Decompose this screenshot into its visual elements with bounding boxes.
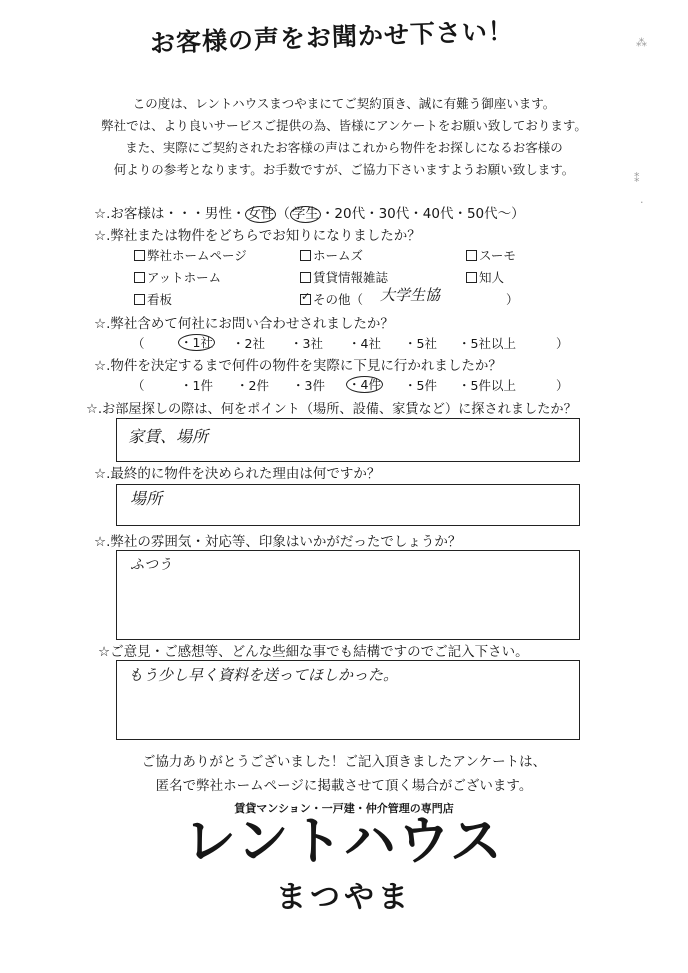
q4-question: ☆.物件を決定するまで何件の物件を実際に下見に行かれましたか？ [94,358,502,374]
intro-line-3: また、実際にご契約されたお客様の声はこれから物件をお探しになるお客様の [125,140,563,155]
checked-checkbox-icon[interactable] [300,294,311,305]
q7-handwritten-answer[interactable]: ふつう [130,557,172,573]
q3-choice-1-label: ・1社 [180,335,213,350]
q2-option-magazine[interactable] [300,268,388,286]
q4-choice-4-circled[interactable] [346,376,383,393]
q4-choice-5[interactable]: ・5件 [404,378,437,393]
q1-age-options: ・20代・30代・40代・50代～） [320,206,525,222]
q2-option-homepage-label: 弊社ホームページ [147,248,247,263]
q3-choice-3[interactable]: ・3社 [290,336,323,351]
q3-close-paren: ） [556,336,569,351]
scan-speck-icon: ⁂ [636,36,647,49]
checkbox-icon[interactable] [300,250,311,261]
q8-handwritten-answer[interactable]: もう少し早く資料を送ってほしかった。 [128,666,399,684]
intro-line-2: 弊社では、より良いサービスご提供の為、皆様にアンケートをお願い致しております。 [101,118,587,133]
q2-other-close-paren: ） [506,292,519,307]
footer-line-1: ご協力ありがとうございました！ご記入頂きましたアンケートは、 [141,754,547,770]
q2-option-signboard-label: 看板 [147,292,173,307]
q3-choice-6[interactable]: ・5社以上 [458,336,516,351]
q4-choice-1[interactable]: ・1件 [180,378,213,393]
q6-answer-box[interactable] [116,484,580,526]
checkbox-icon[interactable] [300,272,311,283]
q2-option-other-label: その他（ [313,292,364,307]
q2-other-handwritten-answer[interactable]: 大学生協 [380,286,441,304]
q2-option-signboard[interactable] [134,290,172,308]
company-logo-sub: まつやま [276,880,412,915]
q4-choice-4-label: ・4件 [348,377,381,392]
q1-female-option-circled[interactable]: 女性 [247,206,275,222]
q4-choice-3[interactable]: ・3件 [292,378,325,393]
q4-choice-2[interactable]: ・2件 [236,378,269,393]
q1-prefix: ☆.お客様は・・・男性・ [94,206,246,222]
q2-option-homes-label: ホームズ [313,248,364,263]
q7-question: ☆.弊社の雰囲気・対応等、印象はいかがだったでしょうか？ [94,534,462,550]
checkbox-icon[interactable] [466,272,477,283]
q2-option-suumo-label: スーモ [479,248,516,263]
q4-choice-6[interactable]: ・5件以上 [458,378,516,393]
q5-handwritten-answer[interactable]: 家賃、場所 [128,427,209,446]
q2-option-acquaintance[interactable] [466,268,504,286]
scan-speck-icon: · [640,196,644,209]
q4-close-paren: ） [556,378,569,393]
q2-option-other[interactable] [300,290,363,308]
q3-choice-5[interactable]: ・5社 [404,336,437,351]
q6-question: ☆.最終的に物件を決められた理由は何ですか？ [94,466,381,482]
footer-line-2: 匿名で弊社ホームページに掲載させて頂く場合がございます。 [155,778,533,794]
q2-option-athome[interactable] [134,268,221,286]
q2-option-athome-label: アットホーム [147,270,222,285]
q2-option-suumo[interactable] [466,246,516,264]
checkbox-icon[interactable] [134,294,145,305]
q2-option-magazine-label: 賃貸情報雑誌 [313,270,389,285]
scan-speck-icon: ⁑ [634,172,640,185]
q3-choice-1-circled[interactable] [178,334,215,351]
q2-option-acquaintance-label: 知人 [479,270,505,285]
checkbox-icon[interactable] [134,272,145,283]
q8-question: ☆ご意見・ご感想等、どんな些細な事でも結構ですのでご記入下さい。 [98,644,529,660]
q1-open-paren: （ [276,206,290,222]
company-logo-main: レントハウス [183,812,505,872]
checkbox-icon[interactable] [466,250,477,261]
q3-question: ☆.弊社含めて何社にお問い合わせされましたか？ [94,316,394,332]
q2-option-homepage[interactable] [134,246,247,264]
q1-student-option-circled[interactable]: 学生 [291,206,319,222]
q4-open-paren: （ [132,378,145,393]
q6-handwritten-answer[interactable]: 場所 [130,489,163,508]
company-tagline: 賃貸マンション・一戸建・仲介管理の専門店 [234,802,454,815]
q1-gender-age [94,202,525,223]
q3-choice-4[interactable]: ・4社 [348,336,381,351]
q2-option-homes[interactable] [300,246,363,264]
q2-question: ☆.弊社または物件をどちらでお知りになりましたか？ [94,228,421,244]
q3-open-paren: （ [132,336,145,351]
intro-line-4: 何よりの参考となります。お手数ですが、ご協力下さいますようお願い致します。 [113,162,575,177]
page-title: お客様の声をお聞かせ下さい！ [149,16,515,58]
q7-answer-box[interactable] [116,550,580,640]
checkbox-icon[interactable] [134,250,145,261]
q5-question: ☆.お部屋探しの際は、何をポイント（場所、設備、家賃など）に探されましたか？ [86,402,577,417]
q3-choice-2[interactable]: ・2社 [232,336,265,351]
intro-line-1: この度は、レントハウスまつやまにてご契約頂き、誠に有難う御座います。 [132,96,556,111]
